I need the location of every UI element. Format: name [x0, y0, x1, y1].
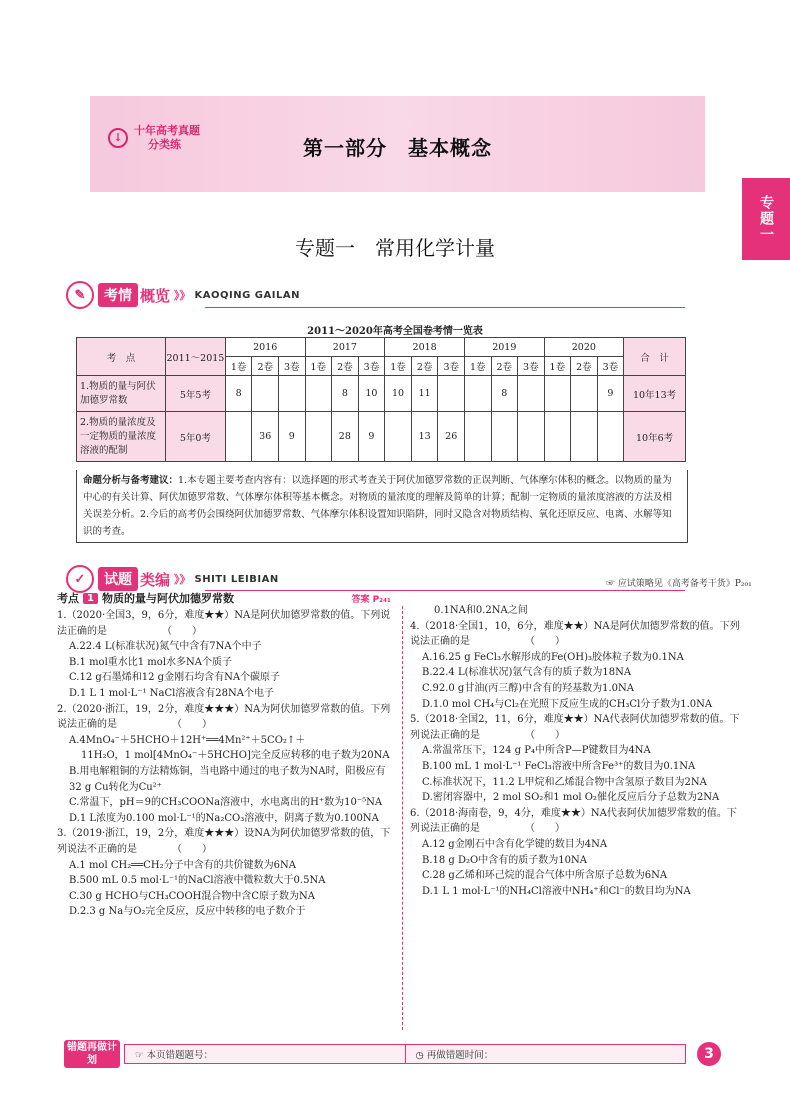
kaodian-title: 物质的量与阿伏加德罗常数 [101, 592, 234, 605]
part-title: 第一部分 基本概念 [303, 136, 492, 160]
header-juan: 1卷 [305, 357, 332, 376]
header-juan: 2卷 [411, 357, 438, 376]
arrows-icon: 》》 [174, 289, 191, 302]
header-year: 2017 [305, 338, 385, 357]
question-option: C.92.0 g甘油(丙三醇)中含有的羟基数为1.0NA [422, 682, 634, 694]
table-cell: 28 [332, 412, 359, 462]
question-option: D.密闭容器中，2 mol SO₂和1 mol O₂催化反应后分子总数为2NA [422, 792, 720, 804]
question-option: A.4MnO₄⁻＋5HCHO＋12H⁺══4Mn²⁺＋5CO₂↑＋ [69, 734, 306, 746]
question-option: B.500 mL 0.5 mol·L⁻¹的NaCl溶液中微粒数大于0.5NA [69, 875, 326, 887]
header-juan: 2卷 [332, 357, 359, 376]
row-total: 10年13考 [624, 376, 686, 412]
question-option: A.常温常压下，124 g P₄中所含P—P键数目为4NA [422, 745, 651, 757]
analysis-text: 1.本专题主要考查内容有：以选择题的形式考查关于阿伏加德罗常数的正误判断、气体摩尔体积的概念。以物质的量为中心的有关计算、阿伏加德罗常数、气体摩尔体积等基本概念。对物质的量浓度的理解及简单的计算；配制一定物质的量浓度溶液的方法及相关误差分析。2.今后的高考仍会围绕阿伏加德罗常数、气体摩尔体积设置知识陷阱，同时又隐含对物质结构、氧化还原反应、电离、水解等知识的考查。 [83, 475, 673, 537]
kaodian-header [57, 590, 397, 606]
header-juan: 3卷 [597, 357, 624, 376]
table-cell [544, 376, 571, 412]
row-topic: 2.物质的量浓度及一定物质的量浓度溶液的配制 [77, 412, 166, 462]
question-option: C.28 g乙烯和环己烷的混合气体中所含原子总数为6NA [422, 870, 668, 882]
column-divider [402, 606, 403, 1030]
table-cell: 8 [491, 376, 518, 412]
question-option: C.常温下，pH＝9的CH₃COONa溶液中，水电离出的H⁺数为10⁻⁵NA [69, 797, 383, 809]
badge-line2: 分类练 [148, 138, 181, 151]
question-option: 11H₂O，1 mol[4MnO₄⁻＋5HCHO]完全反应转移的电子数为20NA [81, 750, 390, 762]
table-cell [305, 412, 332, 462]
analysis-label: 命题分析与备考建议： [83, 475, 179, 486]
question-option: D.1 L 1 mol·L⁻¹ NaCl溶液含有28NA个电子 [69, 687, 274, 699]
down-arrow-icon: ↓ [108, 128, 128, 148]
pencil-icon: ✎ [66, 281, 94, 309]
header-kaodian: 考 点 [77, 338, 166, 376]
section-rest: 概览 [140, 286, 171, 305]
book-icon: ✓ [66, 565, 94, 593]
header-juan: 2卷 [252, 357, 279, 376]
question-stem: 1.（2020·全国3，9，6分，难度★★）NA是阿伏加德罗常数的值。下列说法正确的是 （ ） [57, 610, 391, 637]
table-cell [491, 412, 518, 462]
header-juan: 1卷 [385, 357, 412, 376]
table-cell: 36 [252, 412, 279, 462]
table-cell [385, 412, 412, 462]
question-option: D.1 L浓度为0.100 mol·L⁻¹的Na₂CO₃溶液中，阴离子数为0.100NA [69, 812, 379, 824]
analysis-box [76, 470, 688, 543]
table-cell: 26 [438, 412, 465, 462]
table-cell: 10 [358, 376, 385, 412]
header-year: 2018 [385, 338, 465, 357]
arrows-icon: 》》 [174, 573, 191, 586]
table-cell: 9 [597, 376, 624, 412]
kaoqing-table [76, 337, 686, 462]
question-option: A.22.4 L(标准状况)氮气中含有7NA个中子 [69, 641, 262, 653]
topic-title: 专题一 常用化学计量 [295, 236, 495, 260]
question-option: A.16.25 g FeCl₃水解形成的Fe(OH)₃胶体粒子数为0.1NA [422, 651, 684, 663]
table-cell [438, 376, 465, 412]
table-cell [571, 376, 598, 412]
table-cell: 13 [411, 412, 438, 462]
footer-bar [124, 1044, 686, 1064]
table-cell [518, 376, 545, 412]
section-header-kaoqing [66, 282, 300, 308]
question-option: D.1 L 1 mol·L⁻¹的NH₄Cl溶液中NH₄⁺和Cl⁻的数目均为NA [422, 885, 691, 897]
question-option: 0.1NA和0.2NA之间 [434, 605, 528, 616]
right-column [410, 603, 745, 899]
question-stem: 5.（2018·全国2，11，6分，难度★★）NA代表阿伏加德罗常数的值。下列说法正确的是 （ ） [410, 714, 740, 741]
redo-plan-label: 错题再做计划 [64, 1040, 120, 1068]
header-juan: 3卷 [358, 357, 385, 376]
table-cell [279, 376, 306, 412]
header-range: 2011～2015 [165, 338, 225, 376]
table-cell: 8 [332, 376, 359, 412]
row-topic: 1.物质的量与阿伏加德罗常数 [77, 376, 166, 412]
section-header-shiti [66, 566, 279, 592]
table-cell [571, 412, 598, 462]
strategy-note: ☞ 应试策略见《高考备考干货》P₂₀₁ [606, 579, 752, 589]
table-caption: 2011～2020年高考全国卷考情一览表 [307, 326, 483, 337]
question-stem: 2.（2020·浙江，19，2分，难度★★★）NA为阿伏加德罗常数的值。下列说法正确的是 （ ） [57, 703, 391, 731]
badge-line1: 十年高考真题 [134, 124, 200, 137]
header-juan: 2卷 [491, 357, 518, 376]
table-cell [597, 412, 624, 462]
kaodian-prefix: 考点 [57, 592, 79, 605]
header-year: 2020 [544, 338, 624, 357]
chapter-banner [90, 96, 705, 192]
table-cell: 11 [411, 376, 438, 412]
table-cell [465, 412, 492, 462]
question-option: C.12 g石墨烯和12 g金刚石均含有NA个碳原子 [69, 672, 281, 684]
header-juan: 1卷 [544, 357, 571, 376]
kaodian-number: 1 [83, 593, 98, 604]
section-rest: 类编 [140, 570, 171, 589]
header-year: 2016 [225, 338, 305, 357]
section-rule [205, 307, 685, 308]
row-range: 5年0考 [165, 412, 225, 462]
header-juan: 1卷 [465, 357, 492, 376]
question-stem: 6.（2018·海南卷，9，4分，难度★★）NA代表阿伏加德罗常数的值。下列说法正确的是 （ ） [410, 807, 737, 835]
header-juan: 3卷 [518, 357, 545, 376]
question-option: B.100 mL 1 mol·L⁻¹ FeCl₃溶液中所含Fe³⁺的数目为0.1NA [422, 760, 696, 772]
page-number: 3 [697, 1042, 721, 1066]
table-row [77, 376, 686, 412]
question-option: A.1 mol CH₂══CH₂分子中含有的共价键数为6NA [69, 859, 296, 871]
table-cell [465, 376, 492, 412]
kaodian-title-row [57, 590, 397, 606]
section-en: KAOQING GAILAN [194, 289, 300, 301]
header-juan: 3卷 [438, 357, 465, 376]
table-cell [252, 376, 279, 412]
question-option: C.标准状况下，11.2 L甲烷和乙烯混合物中含氢原子数目为2NA [422, 776, 707, 788]
redo-time-field: ◷ 再做错题时间： [415, 1050, 494, 1061]
answer-reference: 答案 P₂₄₁ [351, 594, 391, 605]
table-cell: 9 [358, 412, 385, 462]
row-range: 5年5考 [165, 376, 225, 412]
header-juan: 2卷 [571, 357, 598, 376]
question-option: B.用电解粗铜的方法精炼铜，当电路中通过的电子数为NA时，阳极应有32 g Cu转化为Cu²⁺ [69, 765, 386, 793]
header-total: 合 计 [624, 338, 686, 376]
question-option: B.22.4 L(标准状况)氩气含有的质子数为18NA [422, 667, 632, 679]
section-en: SHITI LEIBIAN [194, 573, 279, 585]
table-row [77, 412, 686, 462]
table-cell [518, 412, 545, 462]
question-stem: 3.（2019·浙江，19，2分，难度★★★）设NA为阿伏加德罗常数的值，下列说法不正确的是 （ ） [57, 828, 391, 855]
header-juan: 1卷 [225, 357, 252, 376]
header-year: 2019 [465, 338, 545, 357]
left-column [57, 608, 397, 920]
question-option: B.18 g D₂O中含有的质子数为10NA [422, 854, 587, 866]
table-cell [225, 412, 252, 462]
table-cell [544, 412, 571, 462]
table-cell: 10 [385, 376, 412, 412]
section-box: 考情 [98, 283, 138, 307]
question-option: D.1.0 mol CH₄与Cl₂在光照下反应生成的CH₃Cl分子数为1.0NA [422, 698, 713, 710]
row-total: 10年6考 [624, 412, 686, 462]
question-option: B.1 mol重水比1 mol水多NA个质子 [69, 656, 232, 668]
question-stem: 4.（2018·全国1，10，6分，难度★★）NA是阿伏加德罗常数的值。下列说法正确的是 （ ） [410, 620, 740, 648]
table-cell: 9 [279, 412, 306, 462]
header-juan: 3卷 [279, 357, 306, 376]
wrong-ids-field: ☞ 本页错题题号： [125, 1045, 406, 1063]
side-tab: 专题一 [742, 178, 790, 260]
table-cell: 8 [225, 376, 252, 412]
question-option: C.30 g HCHO与CH₃COOH混合物中含C原子数为NA [69, 890, 316, 902]
section-box: 试题 [98, 567, 138, 591]
question-option: D.2.3 g Na与O₂完全反应，反应中转移的电子数介于 [69, 906, 306, 918]
table-cell [305, 376, 332, 412]
question-option: A.12 g金刚石中含有化学键的数目为4NA [422, 838, 608, 850]
